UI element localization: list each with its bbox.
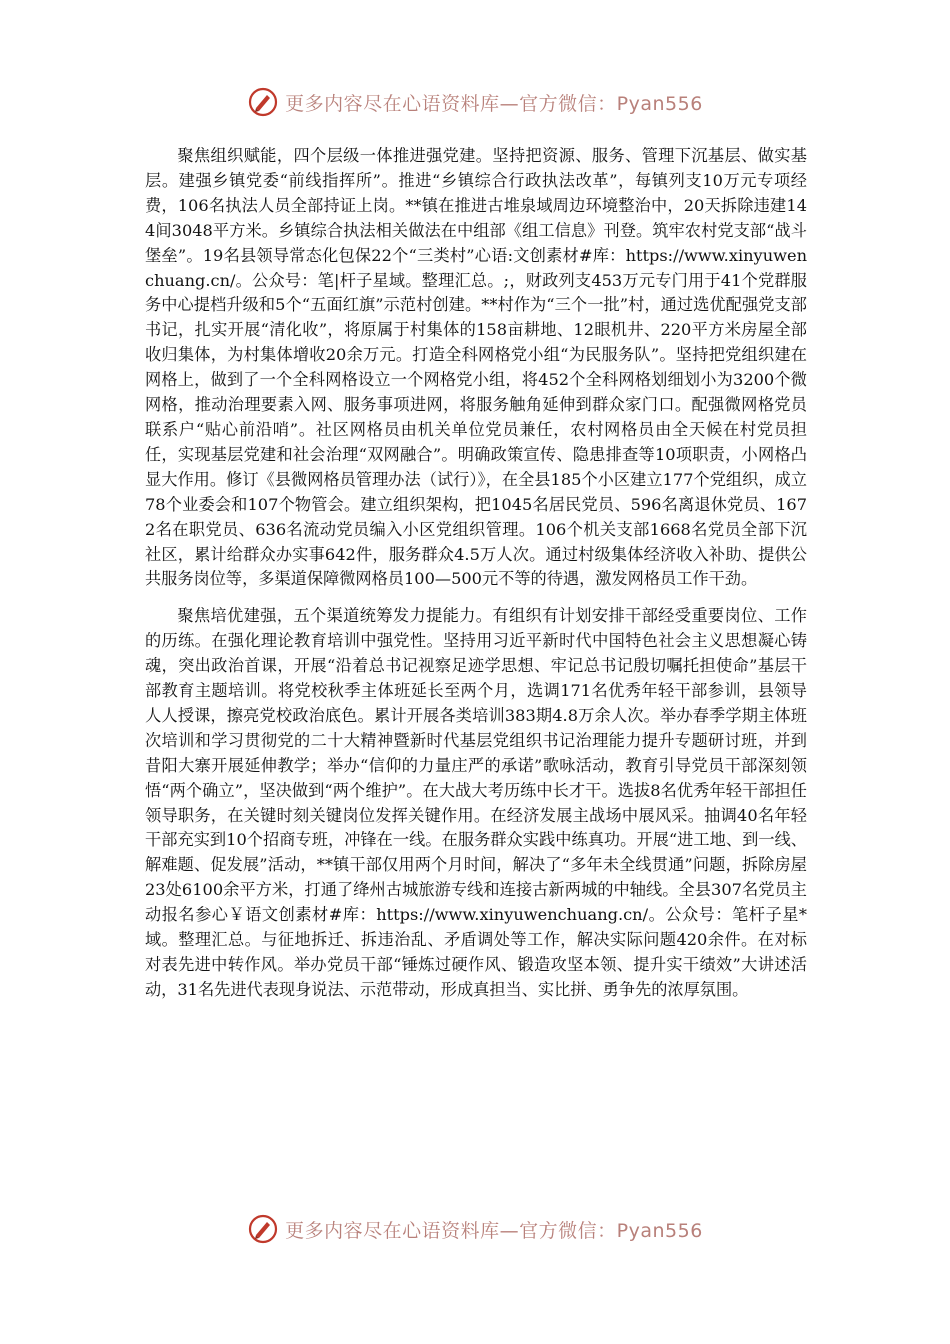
watermark-text: 更多内容尽在心语资料库—官方微信：Pyan556 bbox=[285, 92, 703, 115]
writing-hand-icon bbox=[247, 86, 279, 118]
writing-hand-icon bbox=[247, 1213, 279, 1245]
document-body bbox=[145, 144, 807, 1003]
watermark-header bbox=[0, 86, 950, 118]
watermark-text: 更多内容尽在心语资料库—官方微信：Pyan556 bbox=[285, 1219, 703, 1242]
paragraph-organization-empowerment: 聚焦组织赋能，四个层级一体推进强党建。坚持把资源、服务、管理下沉基层、做实基层。建强乡镇党委“前线指挥所”。推进“乡镇综合行政执法改革”，每镇列支10万元专项经费，106名执法人员全部持证上岗。**镇在推进古堆泉域周边环境整治中，20天拆除违建144间3048平方米。乡镇综合执法相关做法在中组部《组工信息》刊登。筑牢农村党支部“战斗堡垒”。19名县领导常态化包保22个“三类村”心语:文创素材#库：https://www.xinyuwenchuang.cn/。公众号：笔|杆子星域。整理汇总。;，财政列支453万元专门用于41个党群服务中心提档升级和5个“五面红旗”示范村创建。**村作为“三个一批”村，通过选优配强党支部书记，扎实开展“清化收”，将原属于村集体的158亩耕地、12眼机井、220平方米房屋全部收归集体，为村集体增收20余万元。打造全科网格党小组“为民服务队”。坚持把党组织建在网格上，做到了一个全科网格设立一个网格党小组，将452个全科网格划细划小为3200个微网格，推动治理要素入网、服务事项进网，将服务触角延伸到群众家门口。配强微网格党员联系户“贴心前沿哨”。社区网格员由机关单位党员兼任，农村网格员由全天候在村党员担任，实现基层党建和社会治理“双网融合”。明确政策宣传、隐患排查等10项职责，小网格凸显大作用。修订《县微网格员管理办法（试行）》，在全县185个小区建立177个党组织，成立78个业委会和107个物管会。建立组织架构，把1045名居民党员、596名离退休党员、1672名在职党员、636名流动党员编入小区党组织管理。106个机关支部1668名党员全部下沉社区，累计给群众办实事642件，服务群众4.5万人次。通过村级集体经济收入补助、提供公共服务岗位等，多渠道保障微网格员100—500元不等的待遇，激发网格员工作干劲。 bbox=[145, 146, 807, 589]
watermark-footer bbox=[0, 1213, 950, 1245]
paragraph-cadre-training: 聚焦培优建强，五个渠道统筹发力提能力。有组织有计划安排干部经受重要岗位、工作的历练。在强化理论教育培训中强党性。坚持用习近平新时代中国特色社会主义思想凝心铸魂，突出政治首课，开展“沿着总书记视察足迹学思想、牢记总书记殷切嘱托担使命”基层干部教育主题培训。将党校秋季主体班延长至两个月，选调171名优秀年轻干部参训，县领导人人授课，擦亮党校政治底色。累计开展各类培训383期4.8万余人次。举办春季学期主体班次培训和学习贯彻党的二十大精神暨新时代基层党组织书记治理能力提升专题研讨班，并到昔阳大寨开展延伸教学；举办“信仰的力量庄严的承诺”歌咏活动，教育引导党员干部深刻领悟“两个确立”，坚决做到“两个维护”。在大战大考历练中长才干。选拔8名优秀年轻干部担任领导职务，在关键时刻关键岗位发挥关键作用。在经济发展主战场中展风采。抽调40名年轻干部充实到10个招商专班，冲锋在一线。在服务群众实践中练真功。开展“进工地、到一线、解难题、促发展”活动，**镇干部仅用两个月时间，解决了“多年未全线贯通”问题，拆除房屋23处6100余平方米，打通了绛州古城旅游专线和连接古新两城的中轴线。全县307名党员主动报名参心￥语文创素材#库：https://www.xinyuwenchuang.cn/。公众号：笔杆子星*域。整理汇总。与征地拆迁、拆违治乱、矛盾调处等工作，解决实际问题420余件。在对标对表先进中转作风。举办党员干部“锤炼过硬作风、锻造攻坚本领、提升实干绩效”大讲述活动，31名先进代表现身说法、示范带动，形成真担当、实比拼、勇争先的浓厚氛围。 bbox=[145, 606, 807, 999]
